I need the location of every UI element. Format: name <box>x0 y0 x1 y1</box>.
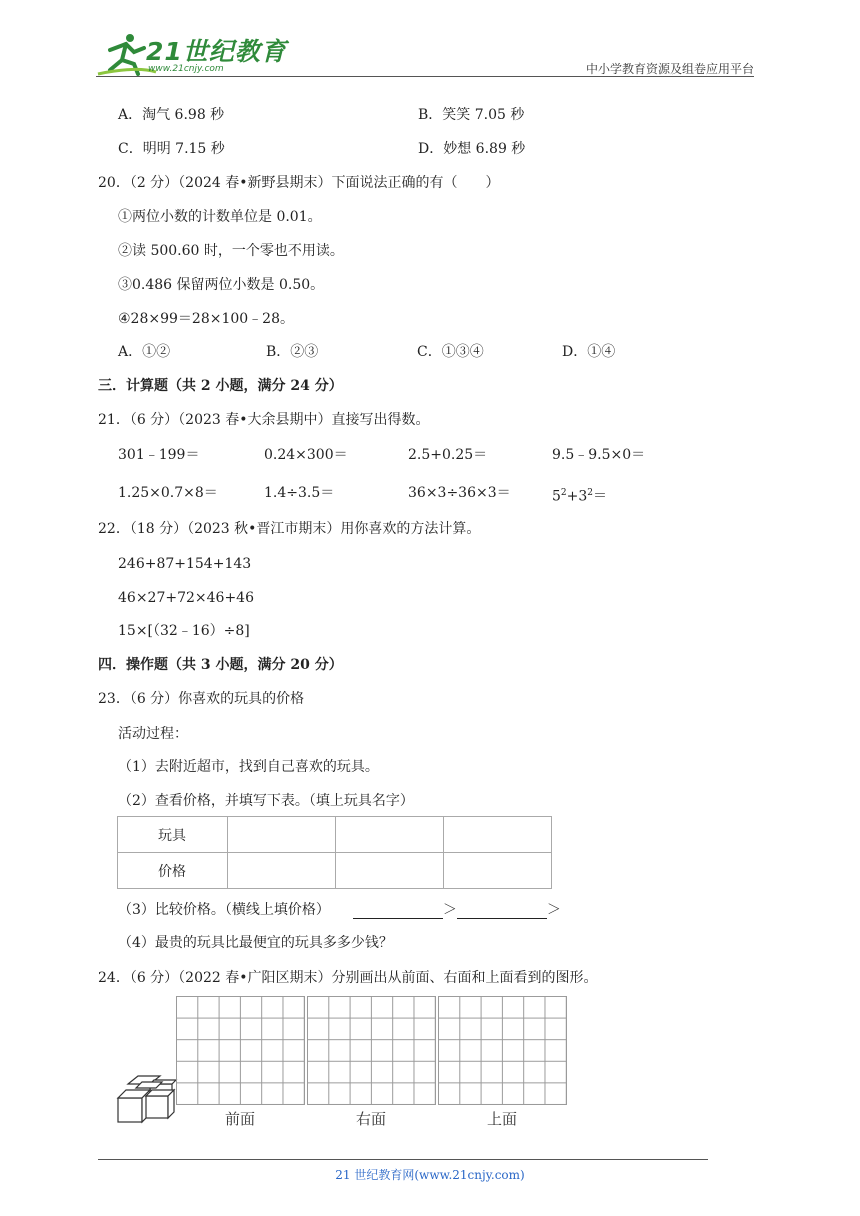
table-cell-blank[interactable] <box>228 817 336 853</box>
answer-blank[interactable] <box>457 904 547 919</box>
q21-item: 9.5﹣9.5×0＝ <box>552 447 646 463</box>
grid-label-top: 上面 <box>486 1110 517 1128</box>
q21-item: 1.25×0.7×8＝ <box>118 485 218 501</box>
q20-option-d: D．①④ <box>562 344 616 360</box>
grid-label-front: 前面 <box>224 1110 255 1128</box>
q19-option-b: B．笑笑 7.05 秒 <box>418 107 525 123</box>
q19-option-d: D．妙想 6.89 秒 <box>418 141 526 157</box>
q22-expression-3: 15×[（32﹣16）÷8] <box>118 623 250 639</box>
q23-step-3-text: （3）比较价格。（横线上填价格） <box>118 902 330 918</box>
logo-text: 21世纪教育 <box>146 37 287 66</box>
q21-item: 1.4÷3.5＝ <box>264 485 335 501</box>
q20-stem: 20．（2 分）（2024 春•新野县期末）下面说法正确的有（ ） <box>98 175 500 191</box>
q20-statement-2: ②读 500.60 时，一个零也不用读。 <box>118 243 344 259</box>
header-platform-text: 中小学教育资源及组卷应用平台 <box>585 62 754 76</box>
q20-option-a: A．①② <box>118 344 171 360</box>
section-3-heading: 三．计算题（共 2 小题，满分 24 分） <box>98 378 343 394</box>
logo-url: www.21cnjy.com <box>148 64 224 74</box>
table-cell-blank[interactable] <box>336 817 444 853</box>
q23-step-2: （2）查看价格，并填写下表。（填上玩具名字） <box>118 793 414 809</box>
q20-statement-4: ④28×99＝28×100﹣28。 <box>118 311 294 327</box>
q23-stem: 23．（6 分）你喜欢的玩具的价格 <box>98 691 305 707</box>
q20-statement-1: ①两位小数的计数单位是 0.01。 <box>118 209 322 225</box>
q23-step-1: （1）去附近超市，找到自己喜欢的玩具。 <box>118 759 379 775</box>
footer-link[interactable]: 21 世纪教育网(www.21cnjy.com) <box>335 1168 525 1182</box>
q23-step-3 <box>118 901 561 919</box>
grid-front[interactable] <box>176 996 305 1105</box>
q23-step-4: （4）最贵的玩具比最便宜的玩具多多少钱？ <box>118 935 393 951</box>
q23-process-label: 活动过程： <box>118 726 188 742</box>
answer-blank[interactable] <box>353 904 443 919</box>
toy-price-table <box>117 816 552 889</box>
table-cell-blank[interactable] <box>444 853 552 889</box>
table-row <box>118 817 552 853</box>
header-divider <box>96 76 754 77</box>
grid-right[interactable] <box>307 996 436 1105</box>
cube-stack-illustration <box>116 1074 178 1126</box>
q21-item: 36×3÷36×3＝ <box>408 485 511 501</box>
q20-option-b: B．②③ <box>266 344 319 360</box>
table-cell-blank[interactable] <box>336 853 444 889</box>
greater-than-sign: ＞ <box>546 902 561 918</box>
section-4-heading: 四．操作题（共 3 小题，满分 20 分） <box>98 657 343 673</box>
q20-option-c: C．①③④ <box>417 344 484 360</box>
grid-top[interactable] <box>438 996 567 1105</box>
q22-expression-2: 46×27+72×46+46 <box>118 590 254 606</box>
q20-statement-3: ③0.486 保留两位小数是 0.50。 <box>118 277 325 293</box>
q21-stem: 21．（6 分）（2023 春•大余县期中）直接写出得数。 <box>98 412 430 428</box>
q19-option-a: A．淘气 6.98 秒 <box>118 107 225 123</box>
q24-stem: 24．（6 分）（2022 春•广阳区期末）分别画出从前面、右面和上面看到的图形。 <box>98 970 598 986</box>
table-cell-blank[interactable] <box>228 853 336 889</box>
q21-item: 0.24×300＝ <box>264 447 348 463</box>
q21-item-power: $5^2+3^2=$ <box>552 488 608 505</box>
q21-item: 301﹣199＝ <box>118 447 200 463</box>
q19-option-c: C．明明 7.15 秒 <box>118 141 225 157</box>
footer-divider <box>98 1159 708 1160</box>
table-header-toy: 玩具 <box>118 817 228 853</box>
table-row <box>118 853 552 889</box>
q21-item: 2.5+0.25＝ <box>408 447 488 463</box>
q22-expression-1: 246+87+154+143 <box>118 556 252 572</box>
q22-stem: 22．（18 分）（2023 秋•晋江市期末）用你喜欢的方法计算。 <box>98 521 481 537</box>
table-cell-blank[interactable] <box>444 817 552 853</box>
table-header-price: 价格 <box>118 853 228 889</box>
greater-than-sign: ＞ <box>442 902 457 918</box>
grid-label-right: 右面 <box>355 1110 386 1128</box>
